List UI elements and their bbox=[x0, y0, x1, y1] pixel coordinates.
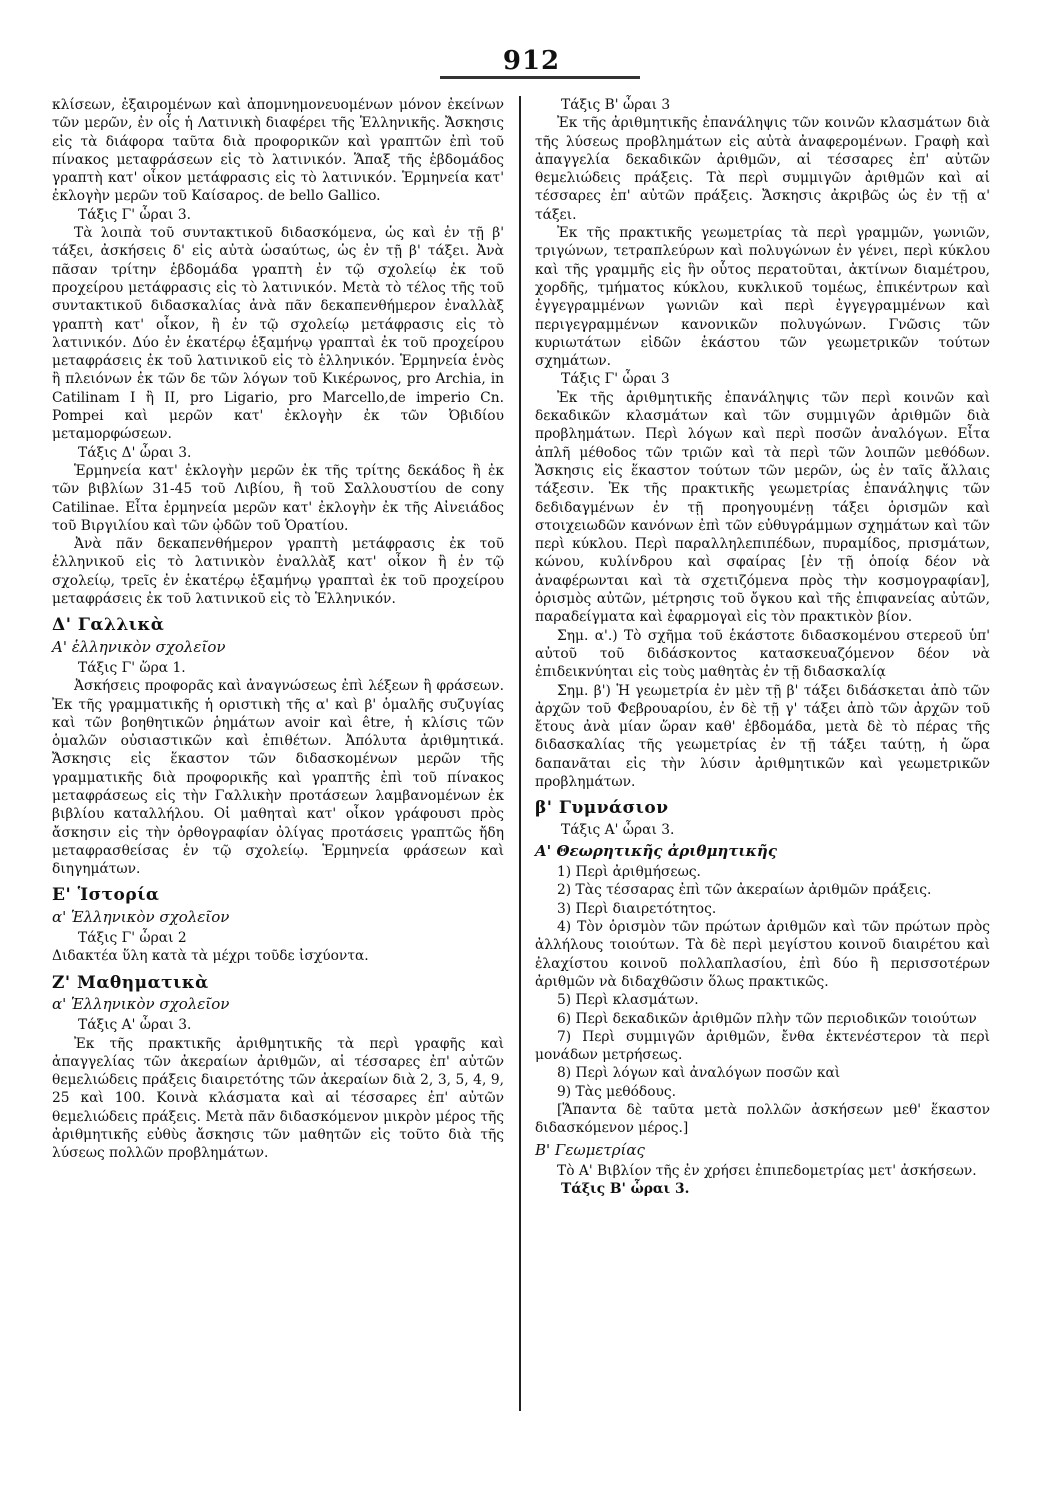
paragraph: [Ἅπαντα δὲ ταῦτα μετὰ πολλῶν ἀσκήσεων μεθ' ἕκαστον διδασκόμενον μέρος.] bbox=[535, 1102, 990, 1137]
class-heading: Τάξις Β' ὧραι 3 bbox=[561, 97, 671, 113]
school-heading: α' Ἑλληνικὸν σχολεῖον bbox=[52, 907, 230, 926]
paragraph: κλίσεων, ἐξαιρομένων καὶ ἀπομνημονευομένων μόνον ἐκείνων τῶν μερῶν, ἐν οἷς ἡ Λατινικὴ διαφέρει τῆς Ἑλληνικῆς. Ἄσκησις εἰς τὰ διάφορα ταῦτα διὰ προφορικῶν καὶ γραπτῶν ἐπὶ τοῦ πίνακος μεταφράσεων εἰς τὸ λατινικόν. Ἅπαξ τῆς ἑβδομάδος γραπτὴ κατ' οἶκον μετάφρασις εἰς τὸ λατινικόν. Ἑρμηνεία κατ' ἐκλογὴν μερῶν τοῦ Καίσαρος. de bello Gallico. bbox=[52, 97, 504, 205]
paragraph: Ἀνὰ πᾶν δεκαπενθήμερον γραπτὴ μετάφρασις ἐκ τοῦ ἑλληνικοῦ εἰς τὸ λατινικὸν ἐναλλὰξ κατ' οἶκον ἢ ἐν τῷ σχολείῳ, τρεῖς ἐν ἑκατέρῳ ἑξαμήνῳ γραπταὶ ἐκ τοῦ προχείρου μεταφράσεις ἐκ τοῦ λατινικοῦ εἰς τὸ Ἑλληνικόν. bbox=[52, 536, 504, 608]
class-heading: Τάξις Α' ὧραι 3. bbox=[561, 821, 675, 838]
paragraph: Τὸ Α' Βιβλίον τῆς ἐν χρήσει ἐπιπεδομετρίας μετ' ἀσκήσεων. bbox=[557, 1162, 977, 1179]
paragraph: Ἐκ τῆς πρακτικῆς ἀριθμητικῆς τὰ περὶ γραφῆς καὶ ἀπαγγελίας τῶν ἀκεραίων ἀριθμῶν, αἱ τέσσαρες ἐπ' αὐτῶν θεμελιώδεις πράξεις διαιρετότης τῶν ἀκεραίων διὰ 2, 3, 5, 4, 9, 25 καὶ 100. Κοινὰ κλάσματα καὶ αἱ τέσσαρες ἐπ' αὐτῶν θεμελιώδεις πράξεις. Μετὰ πᾶν διδασκόμενον μικρὸν μέρος τῆς ἀριθμητικῆς εὐθὺς ἄσκησις τῶν μαθητῶν εἰς τοῦτο διὰ τῆς λύσεως πολλῶν προβλημάτων. bbox=[52, 1035, 504, 1162]
list-item: 5) Περὶ κλασμάτων. bbox=[557, 992, 699, 1009]
paragraph: Διδακτέα ὕλη κατὰ τὰ μέχρι τοῦδε ἰσχύοντα. bbox=[52, 948, 369, 965]
list-item: 3) Περὶ διαιρετότητος. bbox=[557, 900, 717, 917]
school-heading: Α' ἑλληνικὸν σχολεῖον bbox=[52, 637, 226, 656]
subject-heading: Α' Θεωρητικῆς ἀριθμητικῆς bbox=[535, 841, 777, 860]
list-item: 4) Τὸν ὁρισμὸν τῶν πρώτων ἀριθμῶν καὶ τῶν πρώτων πρὸς ἀλλήλους τοιούτων. Τὰ δὲ περὶ μεγίστου κοινοῦ διαιρέτου καὶ ἐλαχίστου κοινοῦ πολλαπλασίου, ἐπὶ δύο ἢ περισσοτέρων ἀριθμῶν νὰ διδαχθῶσιν ὅλως πρακτικῶς. bbox=[535, 919, 990, 990]
list-item: 1) Περὶ ἀριθμήσεως. bbox=[557, 864, 701, 881]
subject-heading: Β' Γεωμετρίας bbox=[535, 1140, 645, 1159]
class-heading: Τάξις Γ' ὧραι 3 bbox=[561, 371, 670, 388]
paragraph: Ἀσκήσεις προφορᾶς καὶ ἀναγνώσεως ἐπὶ λέξεων ἢ φράσεων. Ἐκ τῆς γραμματικῆς ἡ οριστικὴ τῆς α' καὶ β' ὁμαλῆς συζυγίας καὶ τῶν βοηθητικῶν ῥημάτων avoir καὶ être, ἡ κλίσις τῶν ὁμαλῶν οὐσιαστικῶν καὶ ἐπιθέτων. Ἀπόλυτα ἀριθμητικά. Ἄσκησις εἰς ἕκαστον τῶν διδασκομένων μερῶν τῆς γραμματικῆς διὰ προφορικῆς καὶ γραπτῆς ἐπὶ τοῦ πίνακος μεταφράσεως εἰς τὴν Γαλλικὴν προτάσεων λαμβανομένων ἐκ βιβλίου καταλλήλου. Οἱ μαθηταὶ κατ' οἶκον γράφουσι πρὸς ἄσκησιν εἰς τὴν ὀρθογραφίαν ὀλίγας προτάσεις γραπτῶς ἤδη μεταφρασθείσας ἐν τῷ σχολείῳ. Ἑρμηνεία φράσεων καὶ διηγημάτων. bbox=[52, 678, 504, 878]
class-heading: Τάξις Δ' ὧραι 3. bbox=[78, 444, 192, 461]
class-heading: Τάξις Α' ὧραι 3. bbox=[78, 1017, 192, 1034]
topic-list bbox=[535, 863, 990, 1101]
paragraph: Ἐκ τῆς ἀριθμητικῆς ἐπανάληψις τῶν κοινῶν κλασμάτων διὰ τῆς λύσεως προβλημάτων εἰς αὐτὰ ἀναφερομένων. Γραφὴ καὶ ἀπαγγελία δεκαδικῶν ἀριθμῶν, αἱ τέσσαρες ἐπ' αὐτῶν θεμελιώδεις πράξεις. Τὰ περὶ συμμιγῶν ἀριθμῶν καὶ αἱ τέσσαρες ἐπ' αὐτῶν πράξεις. Ἄσκησις ἀκριβῶς ὡς ἐν τῇ α' τάξει. bbox=[535, 115, 990, 223]
column-divider bbox=[519, 96, 521, 1411]
section-heading: Δ' Γαλλικὰ bbox=[52, 615, 165, 636]
page-number: 912 bbox=[502, 46, 561, 76]
section-heading: β' Γυμνάσιον bbox=[535, 798, 669, 819]
paragraph: Ἐκ τῆς πρακτικῆς γεωμετρίας τὰ περὶ γραμμῶν, γωνιῶν, τριγώνων, τετραπλεύρων καὶ πολυγώνων ἐν γένει, περὶ κύκλου καὶ τῆς γραμμῆς εἰς ἣν οὗτος περατοῦται, ἀκτίνων διαμέτρου, χορδῆς, τμήματος κύκλου, κυκλικοῦ τομέως, ἐπικέντρων καὶ ἐγγεγραμμένων γωνιῶν καὶ περὶ ἐγγεγραμμένων καὶ περιγεγραμμένων κανονικῶν πολυγώνων. Γνῶσις τῶν κυριωτάτων εἰδῶν ἑκάστου τῶν γεωμετρικῶν τούτων σχημάτων. bbox=[535, 225, 990, 370]
top-rule bbox=[440, 76, 640, 79]
class-heading: Τάξις Β' ὧραι 3. bbox=[561, 1181, 690, 1198]
list-item: 6) Περὶ δεκαδικῶν ἀριθμῶν πλὴν τῶν περιοδικῶν τοιούτων bbox=[557, 1010, 977, 1027]
note: Σημ. α'.) Τὸ σχῆμα τοῦ ἑκάστοτε διδασκομένου στερεοῦ ὑπ' αὐτοῦ τοῦ διδάσκοντος κατασκευαζόμενον δέον νὰ ἐπιδεικνύηται εἰς τοὺς μαθητὰς ἐν τῇ διδασκαλίᾳ bbox=[535, 627, 990, 681]
class-heading: Τάξις Γ' ὧραι 2 bbox=[78, 930, 187, 947]
class-heading: Τάξις Γ' ὧραι 3. bbox=[78, 206, 192, 223]
section-heading: Ε' Ἱστορία bbox=[52, 885, 160, 906]
list-item: 8) Περὶ λόγων καὶ ἀναλόγων ποσῶν καὶ bbox=[557, 1065, 841, 1082]
section-heading: Ζ' Μαθηματικὰ bbox=[52, 972, 209, 993]
paragraph: Τὰ λοιπὰ τοῦ συντακτικοῦ διδασκόμενα, ὡς καὶ ἐν τῇ β' τάξει, ἀσκήσεις δ' εἰς αὐτὰ ὡσαύτως, ὡς ἐν τῇ β' τάξει. Ἀνὰ πᾶσαν τρίτην ἑβδομάδα γραπτὴ ἐν τῷ σχολείῳ ἐκ τοῦ προχείρου μετάφρασις εἰς τὸ λατινικόν. Μετὰ τὸ τέλος τῆς τοῦ συντακτικοῦ διδασκαλίας ἀνὰ πᾶν δεκαπενθήμερον ἐναλλὰξ γραπτὴ κατ' οἶκον, ἢ ἐν τῷ σχολείῳ μετάφρασις εἰς τὸ λατινικόν. Δύο ἐν ἑκατέρῳ ἑξαμήνῳ γραπταὶ ἐκ τοῦ προχείρου μεταφράσεις ἐκ τοῦ λατινικοῦ εἰς τὸ ἑλληνικόν. Ἑρμηνεία ἑνὸς ἢ πλειόνων ἐκ τῶν δε τῶν λόγων τοῦ Κικέρωνος, pro Archia, in Catilinam I ἢ II, pro Ligario, pro Marcello,de imperio Cn. Pompei καὶ μερῶν κατ' ἐκλογὴν ἐκ τῶν Ὀβιδίου μεταμορφώσεων. bbox=[52, 225, 504, 443]
paragraph: Ἑρμηνεία κατ' ἐκλογὴν μερῶν ἐκ τῆς τρίτης δεκάδος ἢ ἐκ τῶν βιβλίων 31-45 τοῦ Λιβίου, ἢ τοῦ Σαλλουστίου de cony Catilinae. Εἶτα ἑρμηνεία μερῶν κατ' ἐκλογὴν ἐκ τῆς Αἰνειάδος τοῦ Βιργιλίου καὶ τῶν ᾠδῶν τοῦ Ὁρατίου. bbox=[52, 462, 504, 534]
right-column bbox=[535, 96, 990, 1199]
school-heading: α' Ἑλληνικὸν σχολεῖον bbox=[52, 994, 230, 1013]
list-item: 2) Τὰς τέσσαρας ἐπὶ τῶν ἀκεραίων ἀριθμῶν πράξεις. bbox=[557, 882, 932, 899]
class-heading: Τάξις Γ' ὥρα 1. bbox=[78, 659, 186, 676]
list-item: 9) Τὰς μεθόδους. bbox=[557, 1083, 677, 1100]
note: Σημ. β') Ἡ γεωμετρία ἐν μὲν τῇ β' τάξει διδάσκεται ἀπὸ τῶν ἀρχῶν τοῦ Φεβρουαρίου, ἐν δὲ τῇ γ' τάξει ἀπὸ τῶν ἀρχῶν τοῦ ἔτους ἀνὰ μίαν ὥραν καθ' ἑβδομάδα, μετὰ δὲ τὸ πέρας τῆς διδασκαλίας τῆς γεωμετρίας ἐν τῇ τάξει ταύτῃ, ἡ ὥρα δαπανᾶται εἰς τὴν λύσιν ἀριθμητικῶν καὶ γεωμετρικῶν προβλημάτων. bbox=[535, 682, 990, 790]
left-column bbox=[52, 96, 504, 1163]
paragraph: Ἐκ τῆς ἀριθμητικῆς ἐπανάληψις τῶν περὶ κοινῶν καὶ δεκαδικῶν κλασμάτων καὶ τῶν συμμιγῶν ἀριθμῶν διὰ προβλημάτων. Περὶ λόγων καὶ περὶ ποσῶν ἀναλόγων. Εἶτα ἁπλῆ μέθοδος τῶν τριῶν καὶ τὰ περὶ τῶν λοιπῶν μεθόδων. Ἄσκησις εἰς ἕκαστον τούτων τῶν μερῶν, ὡς ἐν ταῖς ἄλλαις τάξεσιν. Ἐκ τῆς πρακτικῆς γεωμετρίας ἐπανάληψις τῶν δεδιδαγμένων ἐν τῇ προηγουμένῃ τάξει ὁρισμῶν καὶ στοιχειωδῶν κανόνων ἐπὶ τῶν εὐθυγράμμων σχημάτων καὶ τῶν περὶ κύκλου. Περὶ παραλληλεπιπέδων, πυραμίδος, πρισμάτων, κώνου, κυλίνδρου καὶ σφαίρας [ἐν τῇ ὁποίᾳ δέον νὰ ἀναφέρωνται καὶ τὰ σχετιζόμενα πρὸς τὴν κοσμογραφίαν], ὁρισμὸς αὐτῶν, μέτρησις τοῦ ὄγκου καὶ τῆς ἐπιφανείας αὐτῶν, παραδείγματα καὶ ἐφαρμογαὶ εἰς τὸν πρακτικὸν βίον. bbox=[535, 389, 990, 626]
list-item: 7) Περὶ συμμιγῶν ἀριθμῶν, ἔνθα ἐκτενέστερον τὰ περὶ μονάδων μετρήσεως. bbox=[535, 1028, 990, 1064]
